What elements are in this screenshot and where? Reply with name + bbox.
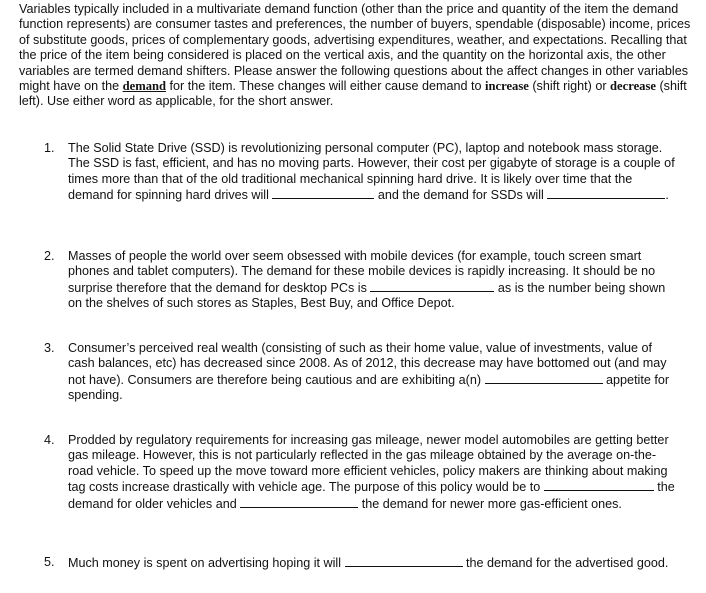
answer-blank-4a[interactable] bbox=[544, 479, 654, 491]
question-number: 2. bbox=[44, 249, 55, 263]
answer-blank-1b[interactable] bbox=[547, 187, 665, 199]
answer-blank-2[interactable] bbox=[370, 280, 494, 292]
question-text: appetite for spending. bbox=[68, 372, 670, 403]
question-5 bbox=[44, 555, 680, 571]
question-text: and the demand for SSDs will bbox=[377, 188, 544, 203]
answer-blank-5[interactable] bbox=[345, 555, 463, 567]
question-4 bbox=[44, 433, 680, 512]
intro-text-3: (shift right) or bbox=[532, 79, 607, 94]
question-number: 1. bbox=[44, 141, 55, 155]
intro-paragraph bbox=[19, 2, 691, 110]
question-text: Prodded by regulatory requirements for increasing gas mileage, newer model automobiles are getting better gas mileage. However, this is not particularly reflected in the gas mileage obtained by the average on-the-road vehicle. To speed up the move toward more efficient vehicles, policy makers are thinking about making tag costs increase drastically with vehicle age. The purpose of this policy would be to bbox=[68, 433, 669, 495]
question-text: the demand for older vehicles and bbox=[68, 480, 675, 511]
intro-text-2: for the item. These changes will either cause demand to bbox=[169, 79, 482, 94]
answer-blank-3[interactable] bbox=[485, 372, 603, 384]
intro-text-1: Variables typically included in a multivariate demand function (other than the price and quantity of the item the demand function represents) are consumer tastes and preferences, the number of buyers, spendable (disposable) income, prices of substitute goods, prices of complementary goods, advertising expenditures, weather, and expectations. Recalling that the price of the item being considered is placed on the vertical axis, and the quantity on the horizontal axis, the other variables are termed demand shifters. Please answer the following questions about the affect changes in other variables might have on the bbox=[19, 2, 691, 94]
question-text: . bbox=[665, 188, 669, 203]
question-number: 3. bbox=[44, 341, 55, 355]
intro-increase-word: increase bbox=[485, 79, 529, 94]
intro-demand-word: demand bbox=[122, 79, 167, 94]
answer-blank-1a[interactable] bbox=[272, 187, 374, 199]
intro-text-4: (shift left). Use either word as applicable, for the short answer. bbox=[19, 79, 687, 109]
question-1 bbox=[44, 141, 680, 204]
question-text: the demand for the advertised good. bbox=[466, 556, 669, 570]
question-text: as is the number being shown on the shelves of such stores as Staples, Best Buy, and Office Depot. bbox=[68, 280, 666, 311]
question-number: 5. bbox=[44, 555, 55, 569]
question-text: the demand for newer more gas-efficient ones. bbox=[361, 496, 622, 511]
question-3 bbox=[44, 341, 680, 404]
answer-blank-4b[interactable] bbox=[240, 496, 358, 508]
question-number: 4. bbox=[44, 433, 55, 447]
question-text: The Solid State Drive (SSD) is revolutionizing personal computer (PC), laptop and notebook mass storage. The SSD is fast, efficient, and has no moving parts. However, their cost per gigabyte of storage is a couple of times more than that of the old traditional mechanical spinning hard drive. It is likely over time that the demand for spinning hard drives will bbox=[68, 141, 675, 203]
intro-decrease-word: decrease bbox=[610, 79, 656, 94]
question-2 bbox=[44, 249, 680, 312]
question-text: Much money is spent on advertising hoping it will bbox=[68, 556, 342, 570]
question-text: Consumer’s perceived real wealth (consisting of such as their home value, value of investments, value of cash balances, etc) has decreased since 2008. As of 2012, this decrease may have bottomed out (and may not have). Consumers are therefore being cautious and are exhibiting a(n) bbox=[68, 341, 667, 387]
question-text: Masses of people the world over seem obsessed with mobile devices (for example, touch screen smart phones and tablet computers). The demand for these mobile devices is rapidly increasing. It should be no surprise therefore that the demand for desktop PCs is bbox=[68, 249, 656, 295]
